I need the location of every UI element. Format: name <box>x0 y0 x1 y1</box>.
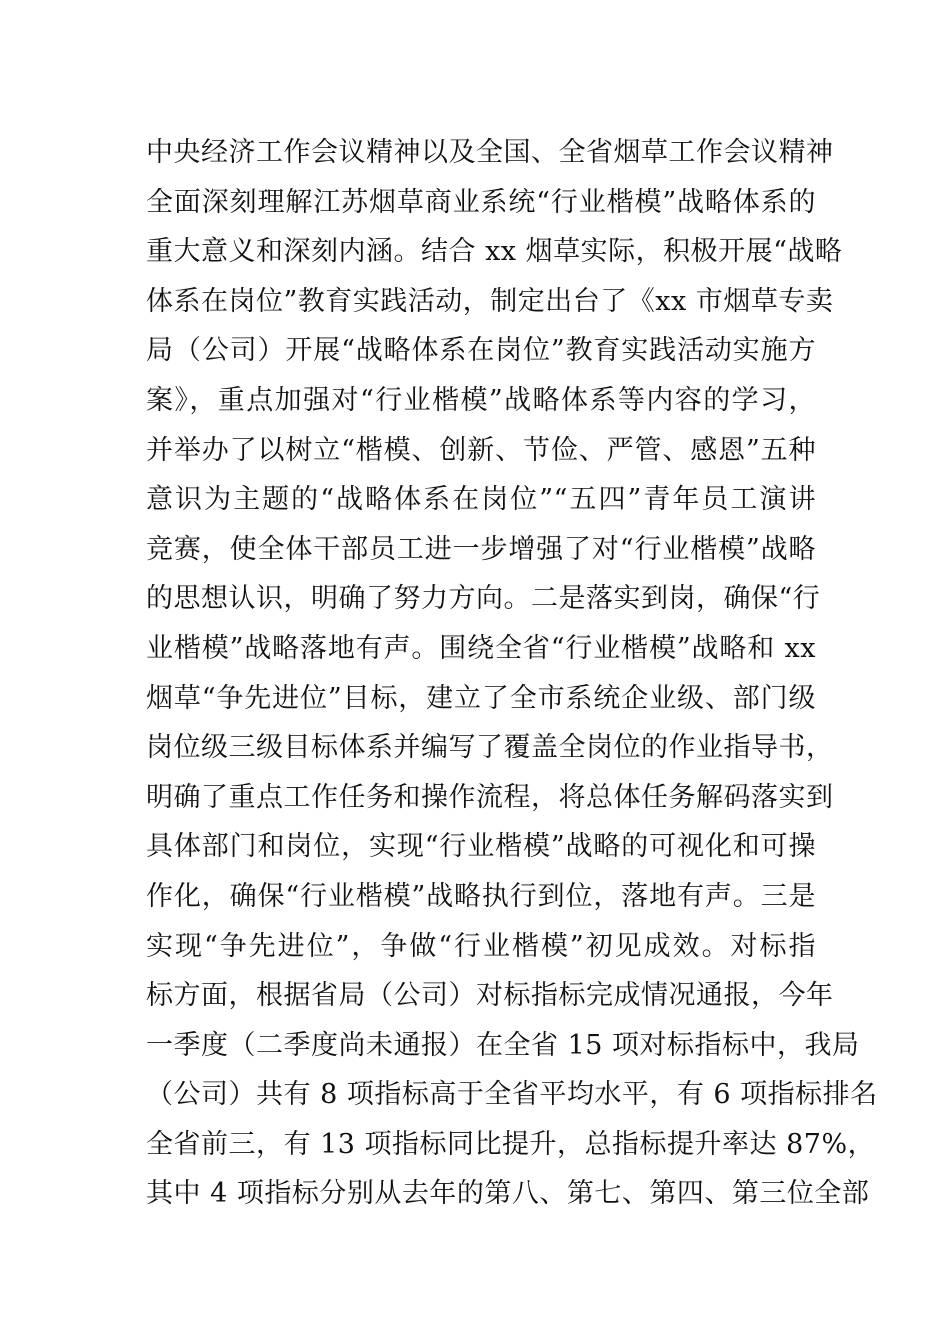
text-line-19: 一季度（二季度尚未通报）在全省 15 项对标指标中，我局 <box>146 1029 860 1061</box>
text-line-21: 全省前三，有 13 项指标同比提升，总指标提升率达 87%， <box>146 1128 876 1160</box>
text-line-5: 局（公司）开展“战略体系在岗位”教育实践活动实施方 <box>146 335 816 367</box>
text-line-15: 具体部门和岗位，实现“行业楷模”战略的可视化和可操 <box>146 831 816 863</box>
text-line-11: 业楷模”战略落地有声。围绕全省“行业楷模”战略和 xx <box>146 632 816 664</box>
text-line-12: 烟草“争先进位”目标，建立了全市系统企业级、部门级 <box>146 682 816 714</box>
text-line-4: 体系在岗位”教育实践活动，制定出台了《xx 市烟草专卖 <box>146 285 834 317</box>
text-line-14: 明确了重点工作任务和操作流程，将总体任务解码落实到 <box>146 781 834 813</box>
text-line-16: 作化，确保“行业楷模”战略执行到位，落地有声。三是 <box>146 880 816 912</box>
text-line-20: （公司）共有 8 项指标高于全省平均水平，有 6 项指标排名 <box>146 1079 878 1111</box>
text-line-22: 其中 4 项指标分别从去年的第八、第七、第四、第三位全部 <box>146 1178 870 1210</box>
body-paragraph <box>146 128 878 1219</box>
text-line-7: 并举办了以树立“楷模、创新、节俭、严管、感恩”五种 <box>146 434 816 466</box>
text-line-1: 中央经济工作会议精神以及全国、全省烟草工作会议精神 <box>146 137 834 168</box>
text-line-8: 意识为主题的“战略体系在岗位”“五四”青年员工演讲 <box>146 484 816 516</box>
text-line-18: 标方面，根据省局（公司）对标指标完成情况通报，今年 <box>146 980 834 1012</box>
text-line-9: 竞赛，使全体干部员工进一步增强了对“行业楷模”战略 <box>146 533 816 565</box>
text-line-3: 重大意义和深刻内涵。结合 xx 烟草实际，积极开展“战略 <box>146 236 843 268</box>
text-line-17: 实现“争先进位”，争做“行业楷模”初见成效。对标指 <box>146 930 816 962</box>
text-line-10: 的思想认识，明确了努力方向。二是落实到岗，确保“行 <box>146 583 821 615</box>
text-line-6: 案》，重点加强对“行业楷模”战略体系等内容的学习， <box>146 384 816 416</box>
text-line-13: 岗位级三级目标体系并编写了覆盖全岗位的作业指导书， <box>146 732 834 764</box>
text-line-2: 全面深刻理解江苏烟草商业系统“行业楷模”战略体系的 <box>146 186 816 218</box>
